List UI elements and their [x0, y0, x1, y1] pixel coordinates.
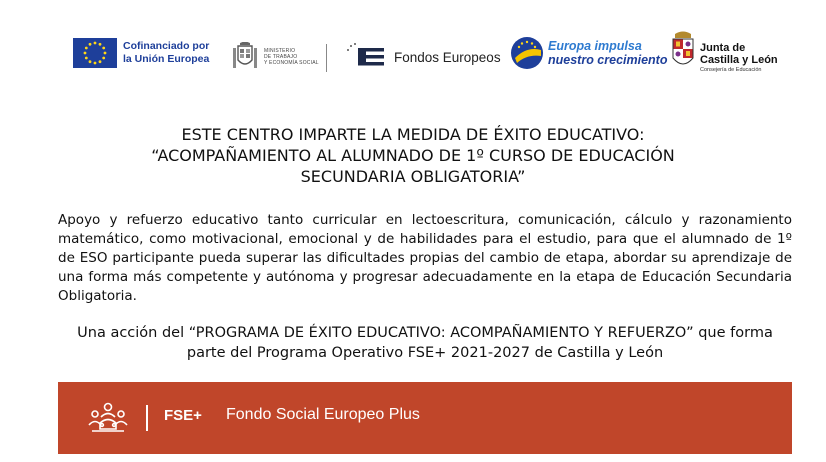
ministerio-line1: MINISTERIO: [264, 48, 296, 54]
banner-divider: [146, 405, 148, 431]
eu-line2: la Unión Europea: [123, 53, 210, 65]
eu-logo-text: [123, 40, 209, 66]
people-group-icon: [86, 401, 130, 435]
europa-impulsa-line2: nuestro crecimiento: [548, 53, 668, 67]
fse-plus-banner: [58, 382, 792, 454]
ministerio-line2: DE TRABAJO: [264, 54, 298, 60]
europa-impulsa-text: [548, 39, 667, 67]
castilla-leon-shield-icon: [670, 30, 696, 72]
junta-text: [700, 42, 778, 74]
ministerio-line3: Y ECONOMÍA SOCIAL: [264, 60, 319, 66]
eu-circle-icon: [510, 36, 544, 70]
eu-line1: Cofinanciado por: [123, 40, 210, 52]
fondos-europeos-text: Fondos Europeos: [394, 49, 501, 65]
ministerio-logo: [232, 42, 319, 72]
junta-line1: Junta de: [700, 42, 746, 54]
program-paragraph: Una acción del “PROGRAMA DE ÉXITO EDUCATIVO: ACOMPAÑAMIENTO Y REFUERZO” que forma parte del Programa Operativo FSE+ 2021-2027 de Castilla y León: [77, 325, 773, 361]
title-line1: ESTE CENTRO IMPARTE LA MEDIDA DE ÉXITO EDUCATIVO:: [181, 125, 645, 144]
eu-flag-icon: [73, 38, 117, 68]
fse-plus-label: Fondo Social Europeo Plus: [226, 406, 420, 423]
fse-plus-brand: FSE+: [164, 407, 202, 424]
spain-coat-of-arms-icon: [232, 42, 258, 72]
logo-divider: [326, 44, 327, 72]
fondos-europeos-icon: [346, 42, 386, 72]
junta-line3: Consejería de Educación: [700, 67, 762, 73]
eu-cofinanced-logo: [73, 38, 209, 68]
junta-castilla-leon-logo: [670, 30, 778, 74]
page-title: [40, 124, 786, 187]
junta-line2: Castilla y León: [700, 54, 778, 66]
description-paragraph: Apoyo y refuerzo educativo tanto curricular en lectoescritura, comunicación, cálculo y razonamiento matemático, como motivacional, emocional y de habilidades para el estudio, para que el alumnado de 1º de ESO participante pueda superar las dificultades propias del cambio de etapa, abordar su aprendizaje de una forma más competente y autónoma y progresar adecuadamente en la etapa de Educación Secundaria Obligatoria.: [58, 212, 792, 304]
fondos-europeos-logo: [346, 42, 501, 72]
europa-impulsa-logo: [510, 36, 667, 70]
ministerio-text: [264, 48, 319, 66]
logo-strip: [0, 0, 826, 100]
title-line2: “ACOMPAÑAMIENTO AL ALUMNADO DE 1º CURSO DE EDUCACIÓN: [151, 146, 675, 165]
europa-impulsa-line1: Europa impulsa: [548, 39, 642, 53]
title-line3: SECUNDARIA OBLIGATORIA”: [300, 167, 526, 186]
